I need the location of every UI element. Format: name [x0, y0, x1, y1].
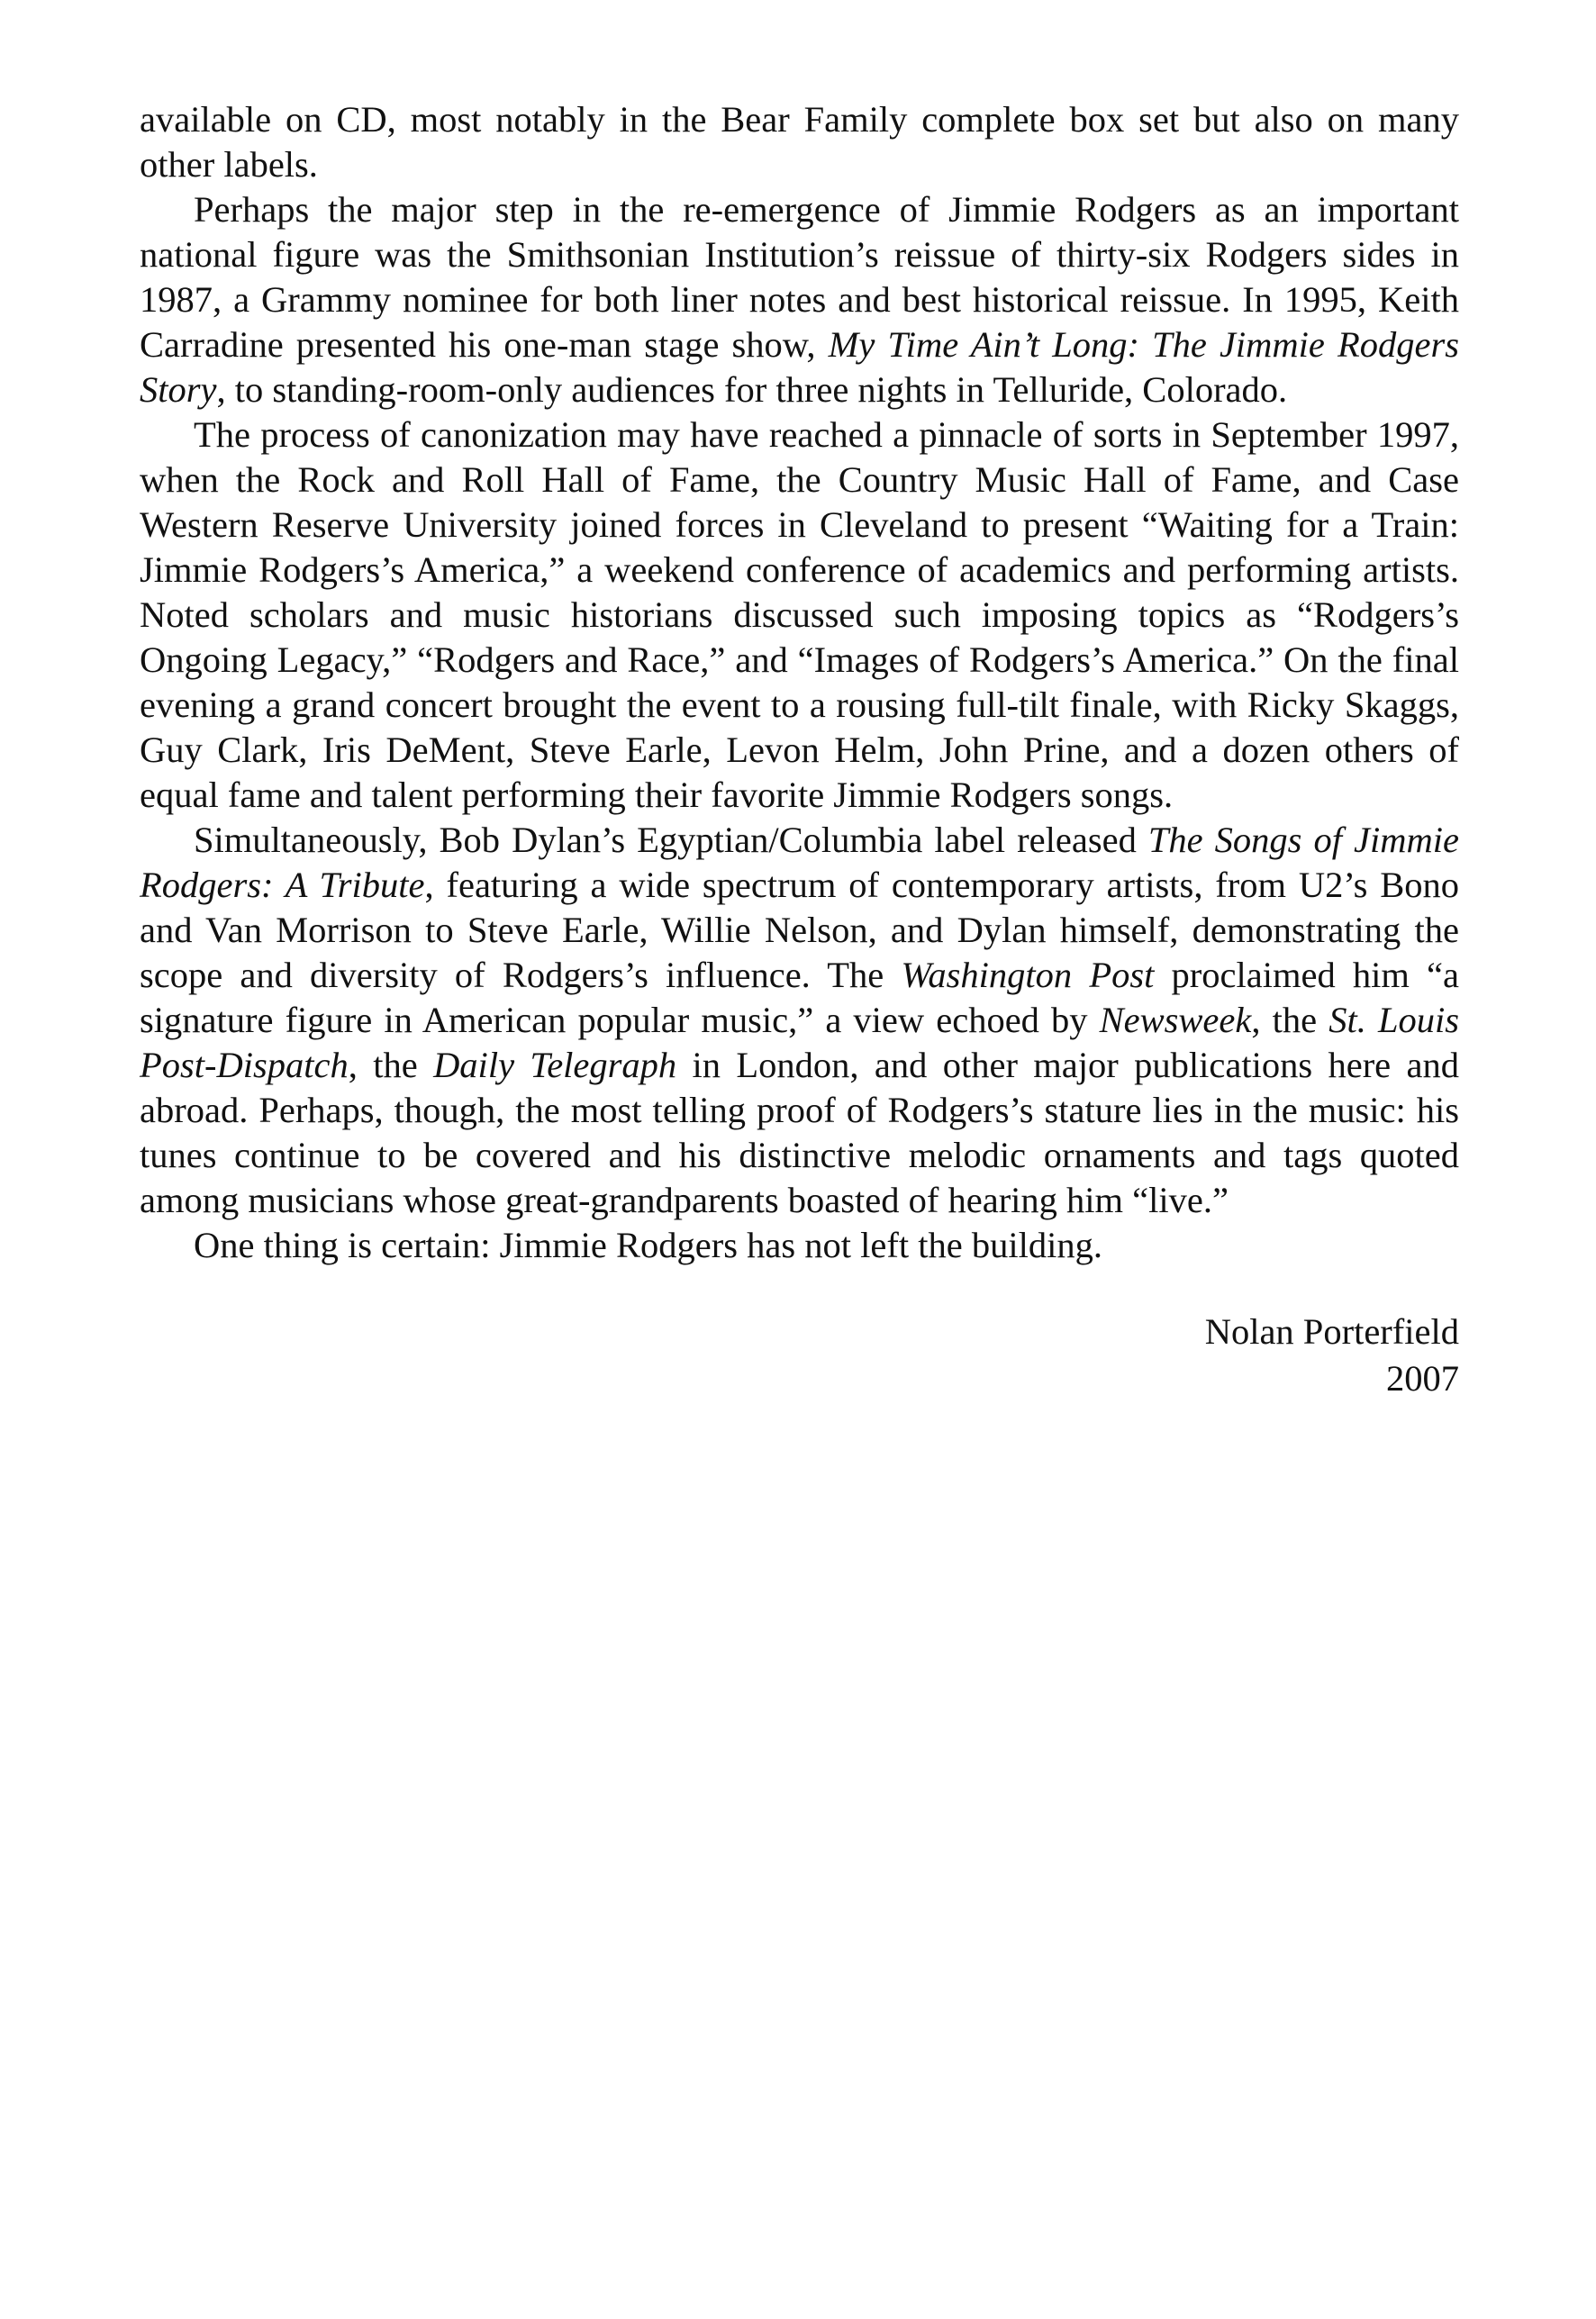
paragraph [140, 818, 1459, 1223]
text-run: in London, and other major publications here and abroad. Perhaps, though, the most telling proof of Rodgers’s stature lies in the music: his tunes continue to be covered and his distinctive melodic ornaments and tags quoted among musicians whose great-grandparents boasted of hearing him “live.” [140, 1045, 1459, 1220]
text-run: One thing is certain: Jimmie Rodgers has not left the building. [194, 1225, 1102, 1265]
document-page [140, 97, 1460, 1399]
italic-title: Washington Post [901, 955, 1155, 995]
text-run: available on CD, most notably in the Bear Family complete box set but also on many other labels. [140, 99, 1459, 185]
body-text [140, 97, 1459, 1268]
text-run: , featuring a wide spectrum of contemporary artists, from U2’s Bono and Van Morrison to Steve Earle, Willie Nelson, and Dylan himself, demonstrating the scope and diversity of Rodgers’s influence. The [140, 865, 1460, 995]
signature-author: Nolan Porterfield [1204, 1311, 1459, 1352]
italic-title: Newsweek [1099, 1000, 1252, 1040]
text-run: , the [1251, 1000, 1329, 1040]
paragraph [140, 187, 1459, 412]
paragraph [140, 1223, 1459, 1268]
italic-title: My Time Ain’t Long: The Jimmie Rodgers Story [140, 324, 1459, 410]
signature-block [1205, 1309, 1459, 1402]
text-run: Simultaneously, Bob Dylan’s Egyptian/Columbia label released [194, 820, 1148, 860]
italic-title: Daily Telegraph [433, 1045, 677, 1085]
italic-title: The Songs of Jimmie Rodgers: A Tribute [140, 820, 1459, 905]
text-run: Perhaps the major step in the re-emergence of Jimmie Rodgers as an important national figure was the Smithsonian Institution’s reissue of thirty-six Rodgers sides in 1987, a Grammy nominee for both liner notes and best historical reissue. In 1995, Keith Carradine presented his one-man stage show, [140, 189, 1459, 365]
text-run: proclaimed him “a signature figure in American popular music,” a view echoed by [140, 955, 1459, 1040]
text-run: The process of canonization may have reached a pinnacle of sorts in September 1997, when the Rock and Roll Hall of Fame, the Country Music Hall of Fame, and Case Western Reserve University joined forces in Cleveland to present “Waiting for a Train: Jimmie Rodgers’s America,” a weekend conference of academics and performing artists. Noted scholars and music historians discussed such imposing topics as “Rodgers’s Ongoing Legacy,” “Rodgers and Race,” and “Images of Rodgers’s America.” On the final evening a grand concert brought the event to a rousing full-tilt finale, with Ricky Skaggs, Guy Clark, Iris DeMent, Steve Earle, Levon Helm, John Prine, and a dozen others of equal fame and talent performing their favorite Jimmie Rodgers songs. [140, 414, 1459, 815]
text-run: , to standing-room-only audiences for three nights in Telluride, Colorado. [216, 369, 1288, 410]
text-run: , the [348, 1045, 434, 1085]
signature-year: 2007 [1386, 1358, 1459, 1399]
italic-title: St. Louis Post-Dispatch [140, 1000, 1459, 1085]
paragraph [140, 412, 1459, 818]
paragraph [140, 97, 1459, 187]
